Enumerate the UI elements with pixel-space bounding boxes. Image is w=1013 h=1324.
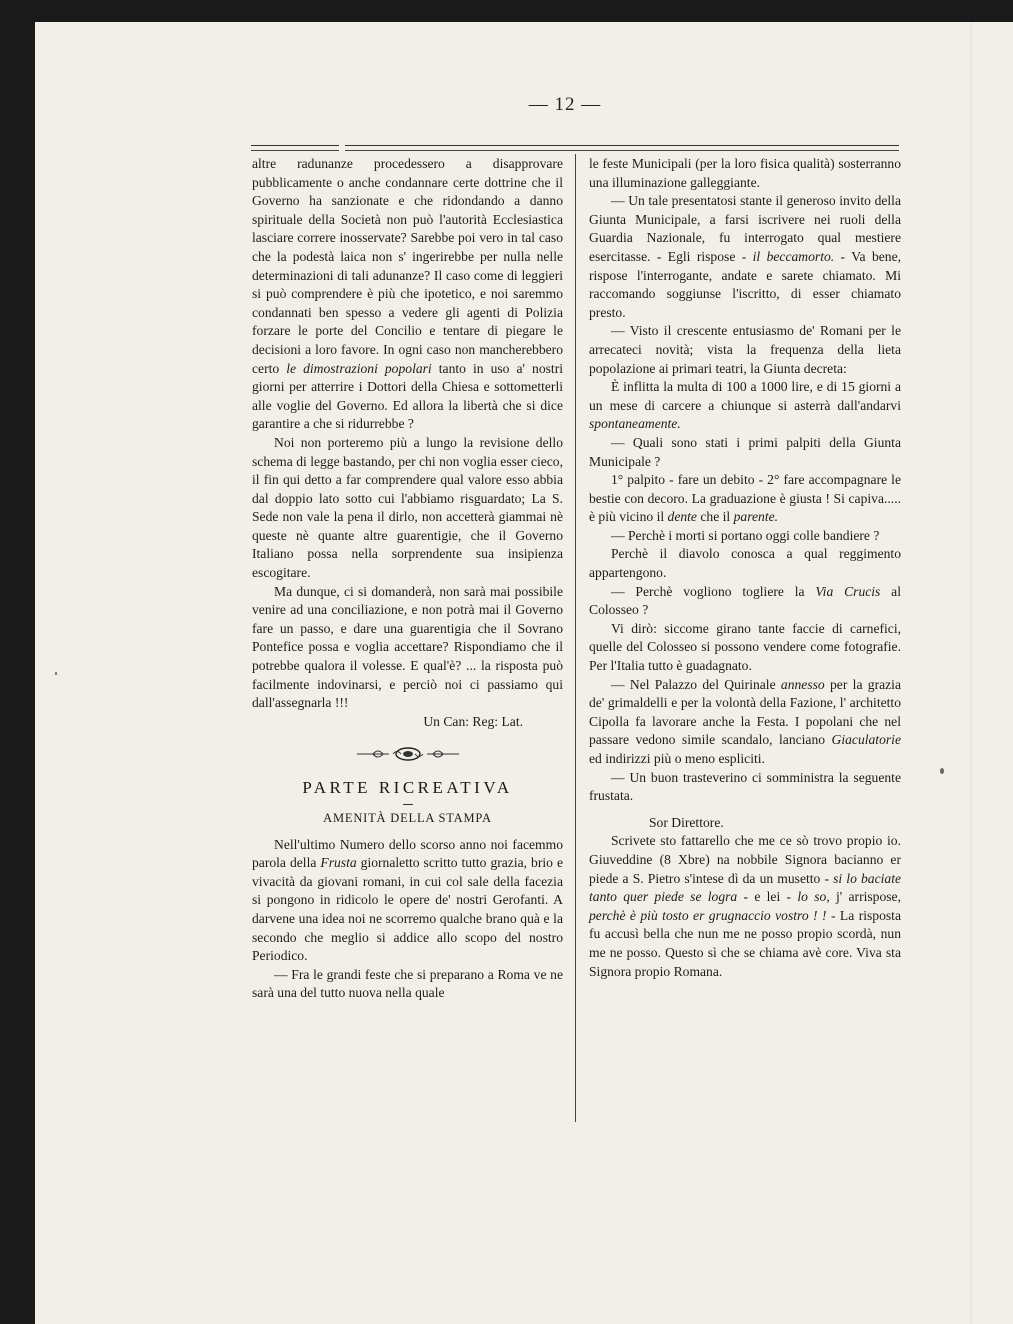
paragraph: Vi dirò: siccome girano tante faccie di carnefici, quelle del Colosseo si possono vendere come fotografie. Per l'Italia tutto è guadagnato. <box>589 620 901 674</box>
paragraph: — Fra le grandi feste che si preparano a Roma ve ne sarà una del tutto nuova nella quale <box>252 966 563 1001</box>
scan-speck <box>55 672 57 675</box>
right-column <box>589 155 901 981</box>
header-rule-right <box>345 145 899 151</box>
paragraph: altre radunanze procedessero a disapprovare pubblicamente o anche condannare certe dottrine che il Governo ha sanzionate e che ridondando a danno spirituale della Società non può l'autorità Ecclesiastica lasciare correre inosservate? Sarebbe poi vero in tal caso che la podestà laica non s' ingerirebbe per nulla nelle determinazioni di tali adunanze? Il caso come di leggieri si può comprendere è più che ipotetico, e noi saremmo condannati ben spesso a vedere gli agenti di Polizia forzare le porte del Concilio e tentare di piegare le decisioni a loro favore. In ogni caso non mancherebbero certo le dimostrazioni popolari tanto in uso a' nostri giorni per atterrire i Dottori della Chiesa e sottometterli alle voglie del Governo. Ed allora la libertà che si dice garantire a che si ridurrebbe ? <box>252 156 563 432</box>
paragraph: Perchè il diavolo conosca a qual reggimento appartengono. <box>589 546 901 581</box>
paragraph: le feste Municipali (per la loro fisica qualità) sosterranno una illuminazione galleggiante. <box>589 156 901 190</box>
paragraph: 1° palpito - fare un debito - 2° fare accompagnare le bestie con decoro. La graduazione è giusta ! Si capiva..... è più vicino il dente che il parente. <box>589 472 901 525</box>
header-rule-left <box>251 145 339 151</box>
left-column <box>252 155 563 1003</box>
page-number: — 12 — <box>528 94 602 115</box>
salutation: Sor Direttore. <box>649 814 724 830</box>
paragraph: È inflitta la multa di 100 a 1000 lire, e di 15 giorni a un mese di carcere a chiunque si asterrà dall'andarvi spontaneamente. <box>589 379 901 432</box>
section-title: PARTE RICREATIVA <box>302 778 513 798</box>
paragraph: — Perchè vogliono togliere la Via Crucis al Colosseo ? <box>589 583 901 618</box>
paragraph: — Perchè i morti si portano oggi colle bandiere ? <box>611 527 880 543</box>
paragraph: Nell'ultimo Numero dello scorso anno noi facemmo parola della Frusta giornaletto scritto tutto grazia, brio e vivacità da giovani romani, in cui col sale della facezia si pongono in ridicolo le opere de' nostri Gerofanti. A darvene una idea noi ne scorremo qualche brano quà e la secondo che meglio si addice allo scopo del nostro Periodico. <box>252 836 563 964</box>
signature: Un Can: Reg: Lat. <box>423 713 523 729</box>
paragraph: Scrivete sto fattarello che me ce sò trovo propio io. Giuveddine (8 Xbre) na nobbile Signora bacianno er piede a S. Pietro s'intese dì da un musetto - si lo baciate tanto quer piede se logra - e lei - lo so, j' arrispose, perchè è più tosto er grugnaccio vostro ! ! - La risposta fu accusì bella che nun me ne posso propio scordà, nun me ne posso. Questo sì che se chiama avè core. Viva sta Signora propio Romana. <box>589 833 901 979</box>
newspaper-page <box>35 22 1013 1324</box>
section-subtitle: AMENITÀ DELLA STAMPA <box>323 811 492 825</box>
scan-speck <box>940 768 944 774</box>
paragraph: Noi non porteremo più a lungo la revisione dello schema di legge bastando, per chi non voglia esser cieco, il fin qui detto a far comprendere qual valore esso abbia dal doppio lato sotto cui l'abbiamo risguardato; La S. Sede non vale la pena il dirlo, non accetterà giammai nè queste nè quante altre guarentigie, che il Governo Italiano possa nella sorprendente sua insipienza escogitare. <box>252 434 563 581</box>
paragraph: — Quali sono stati i primi palpiti della Giunta Municipale ? <box>589 434 901 469</box>
paragraph: — Un buon trasteverino ci somministra la seguente frustata. <box>589 769 901 804</box>
paragraph: — Nel Palazzo del Quirinale annesso per la grazia de' grimaldelli e per la volontà della Fazione, l' architetto Cipolla fa lavorare anche la Festa. I popolani che nel passare vedono simile scandalo, lanciano Giaculatorie ed indirizzi più o meno espliciti. <box>589 676 901 766</box>
paragraph: — Un tale presentatosi stante il generoso invito della Giunta Municipale, a farsi iscrivere nei ruoli della Guardia Nazionale, fu interrogato qual mestiere esercitasse. - Egli rispose - il beccamorto. - Va bene, rispose l'interrogante, andate e sarete chiamato. Mi raccomando soggiunse l'iscritto, di esser chiamato presto. <box>589 193 901 320</box>
ornament-divider-icon <box>252 743 563 765</box>
column-divider <box>575 154 576 1122</box>
paragraph: — Visto il crescente entusiasmo de' Romani per le arrecateci novità; vista la frequenza della lieta popolazione ai primari teatri, la Giunta decreta: <box>589 323 901 376</box>
paragraph: Ma dunque, ci si domanderà, non sarà mai possibile venire ad una conciliazione, e non potrà mai il Governo fare un passo, e dare una guarentigia che il Sovrano Pontefice possa e voglia accettare? Rispondiamo che il potrebbe qualora il volesse. E qual'è? ... la risposta può facilmente indovinarsi, e perciò noi ci passiamo qui dall'assegnarla !!! <box>252 583 563 711</box>
title-dash <box>403 804 413 805</box>
